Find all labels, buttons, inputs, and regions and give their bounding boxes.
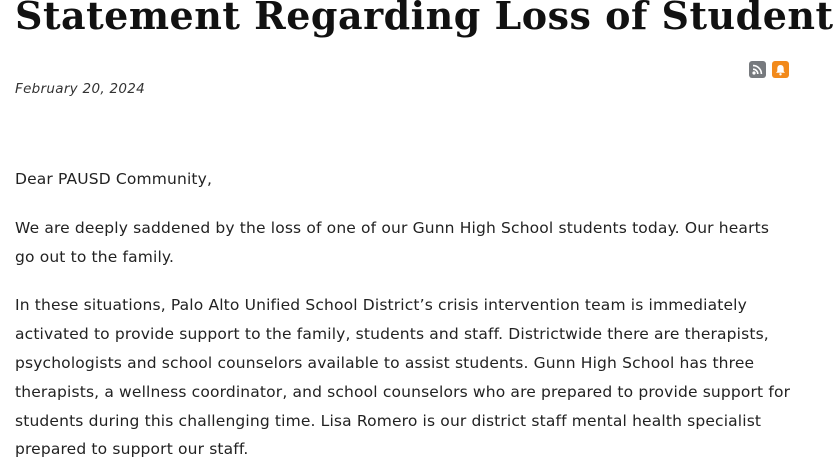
notify-me-button[interactable] [772, 61, 789, 78]
greeting-paragraph: Dear PAUSD Community, [15, 170, 213, 188]
rss-feed-button[interactable] [749, 61, 766, 78]
article-body [15, 165, 793, 462]
page-title: Statement Regarding Loss of Student [15, 0, 834, 38]
body-paragraph: In these situations, Palo Alto Unified School District’s crisis intervention team is immediately activated to provide support to the family, students and staff. Districtwide there are therapists, psychologists and school counselors available to assist students. Gunn High School has three therapists, a wellness coordinator, and school counselors who are prepared to provide support for students during this challenging time. Lisa Romero is our district staff mental health specialist prepared to support our staff. [15, 296, 791, 459]
body-paragraph: We are deeply saddened by the loss of one of our Gunn High School students today. Our hearts go out to the family. [15, 218, 770, 266]
subscribe-icons [749, 61, 789, 78]
rss-icon [752, 64, 763, 75]
bell-icon [775, 64, 786, 76]
post-date: February 20, 2024 [15, 81, 146, 97]
